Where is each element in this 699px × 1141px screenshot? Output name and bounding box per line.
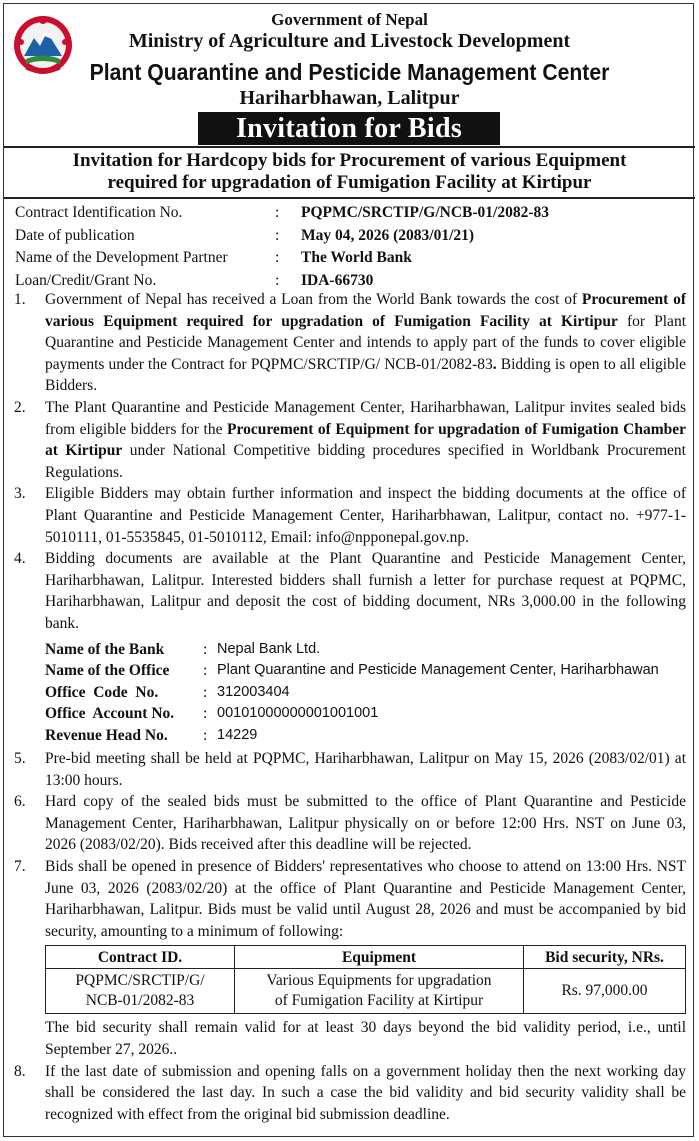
bank-label: Office Account No.	[45, 705, 175, 722]
detail-row: Loan/Credit/Grant No. : IDA-66730	[15, 270, 549, 293]
subtitle-divider	[4, 197, 695, 199]
clause-5	[14, 748, 686, 791]
detail-label: Name of the Development Partner	[15, 249, 228, 266]
detail-label: Contract Identification No.	[15, 204, 183, 221]
center-name: Plant Quarantine and Pesticide Management Center	[89, 59, 610, 85]
clause-text: Pre-bid meeting shall be held at PQPMC, Hariharbhawan, Lalitpur on May 15, 2026 (2083/02/01) at 13:00 hours.	[45, 750, 686, 789]
clause-1	[14, 289, 686, 397]
table-header: Bid security, NRs.	[524, 946, 686, 969]
clause-text: Bidding documents are available at the Plant Quarantine and Pesticide Management Center, Hariharbhawan, Lalitpur. Interested bidders shall furnish a letter for purchase request at PQPMC, Hariharbhawan, Lalitpur and deposit the cost of bidding document, NRs 3,000.00 in the following bank.	[45, 550, 686, 632]
bank-label: Revenue Head No.	[45, 726, 168, 744]
bid-security-note: The bid security shall remain valid for at least 30 days beyond the bid validity period, i.e., until September 27, 2026..	[45, 1019, 686, 1058]
clause-number: 6.	[14, 793, 26, 811]
bid-security-table	[45, 945, 686, 1014]
table-header-row	[46, 946, 686, 969]
contract-details	[15, 202, 549, 292]
clause-text: Eligible Bidders may obtain further information and inspect the bidding documents at the office of Plant Quarantine and Pesticide Management Center, Hariharbhawan, Lalitpur, contact no. +977-1-5010111, 01-5535845, 01-5010112, Email: info@npponepal.gov.np.	[45, 485, 686, 546]
clause-number: 4.	[14, 550, 26, 568]
table-row	[46, 969, 686, 1014]
address-line: Hariharbhawan, Lalitpur	[239, 87, 460, 109]
table-header: Equipment	[235, 946, 524, 969]
bank-value: 312003404	[217, 683, 290, 700]
contract-id-cell: PQPMC/SRCTIP/G/ NCB-01/2082-83	[46, 969, 235, 1014]
bank-value: 00101000000001001001	[217, 705, 379, 721]
clause-number: 1.	[14, 291, 26, 308]
bank-row: Name of the Office : Plant Quarantine and Pesticide Management Center, Hariharbhawan	[45, 660, 686, 682]
bank-label: Name of the Bank	[45, 640, 165, 658]
detail-value: The World Bank	[301, 249, 412, 266]
detail-row: Date of publication : May 04, 2026 (2083/01/21)	[15, 225, 549, 248]
invitation-banner: Invitation for Bids	[198, 112, 500, 145]
detail-row: Name of the Development Partner : The World Bank	[15, 247, 549, 270]
ministry-line: Ministry of Agriculture and Livestock Development	[128, 30, 571, 52]
bank-value: 14229	[217, 726, 258, 743]
detail-row: Contract Identification No. : PQPMC/SRCTIP/G/NCB-01/2082-83	[15, 202, 549, 225]
clause-number: 7.	[14, 857, 26, 875]
clause-number: 3.	[14, 485, 26, 503]
clause-7	[14, 856, 686, 942]
detail-value: IDA-66730	[301, 271, 374, 289]
notice-body	[14, 289, 686, 1125]
table-header: Contract ID.	[46, 946, 235, 969]
bank-row: Office Code No. : 312003404	[45, 682, 686, 704]
subtitle-line: Invitation for Hardcopy bids for Procurement of various Equipment	[72, 150, 627, 171]
clause-6	[14, 791, 686, 856]
government-line: Government of Nepal	[271, 10, 428, 29]
clause-text: The Plant Quarantine and Pesticide Management Center, Hariharbhawan, Lalitpur invites sealed bids from eligible bidders for the Procurement of Equipment for upgradation of Fumigation Chamber at Kirtipur under National Competitive bidding procedures specified in Worldbank Procurement Regulations.	[45, 398, 686, 481]
bank-row: Office Account No. : 00101000000001001001	[45, 703, 686, 725]
clause-3	[14, 483, 686, 548]
clause-text: Hard copy of the sealed bids must be submitted to the office of Plant Quarantine and Pesticide Management Center, Hariharbhawan, Lalitpur physically on or before 12:00 Hrs. NST on June 03, 2026 (2083/02/20). Bids received after this deadline will be rejected.	[45, 793, 686, 854]
detail-label: Date of publication	[15, 226, 135, 244]
clause-number: 8.	[14, 1062, 26, 1080]
clause-text: If the last date of submission and opening falls on a government holiday then the next working day shall be considered the last day. In such a case the bid validity and bid security validity shall be recognized with effect from the original bid submission deadline.	[45, 1062, 686, 1123]
bank-value: Plant Quarantine and Pesticide Management Center, Hariharbhawan	[217, 662, 659, 678]
bank-value: Nepal Bank Ltd.	[217, 640, 321, 657]
subtitle-line: required for upgradation of Fumigation Facility at Kirtipur	[107, 172, 592, 193]
detail-value: May 04, 2026 (2083/01/21)	[301, 226, 475, 244]
bank-label: Name of the Office	[45, 662, 170, 679]
bid-security-cell: Rs. 97,000.00	[524, 969, 686, 1014]
notice-subtitle	[0, 150, 699, 194]
bank-label: Office Code No.	[45, 683, 159, 701]
bank-row: Name of the Bank : Nepal Bank Ltd.	[45, 639, 686, 661]
detail-label: Loan/Credit/Grant No.	[15, 271, 157, 289]
clause-number: 5.	[14, 750, 26, 767]
clause-8	[14, 1061, 686, 1126]
clause-4	[14, 548, 686, 634]
clause-2	[14, 397, 686, 483]
clause-number: 2.	[14, 398, 26, 416]
clause-text: Government of Nepal has received a Loan from the World Bank towards the cost of Procurement of various Equipment required for upgradation of Fumigation Facility at Kirtipur for Plant Quarantine and Pesticide Management Center and intends to apply part of the funds to cover eligible payments under the Contract for PQPMC/SRCTIP/G/ NCB-01/2082-83. Bidding is open to all eligible Bidders.	[45, 291, 686, 395]
equipment-cell: Various Equipments for upgradation of Fumigation Facility at Kirtipur	[235, 969, 524, 1014]
clause-text: Bids shall be opened in presence of Bidders' representatives who choose to attend on 13:00 Hrs. NST June 03, 2026 (2083/02/20) at the office of Plant Quarantine and Pesticide Management Center, Hariharbhawan, Lalitpur. Bids must be valid until August 28, 2026 and must be accompanied by bid security, amounting to a minimum of following:	[45, 857, 686, 940]
detail-value: PQPMC/SRCTIP/G/NCB-01/2082-83	[301, 204, 549, 221]
bank-row: Revenue Head No. : 14229	[45, 725, 686, 747]
header-divider	[4, 146, 695, 148]
bank-details	[45, 639, 686, 747]
